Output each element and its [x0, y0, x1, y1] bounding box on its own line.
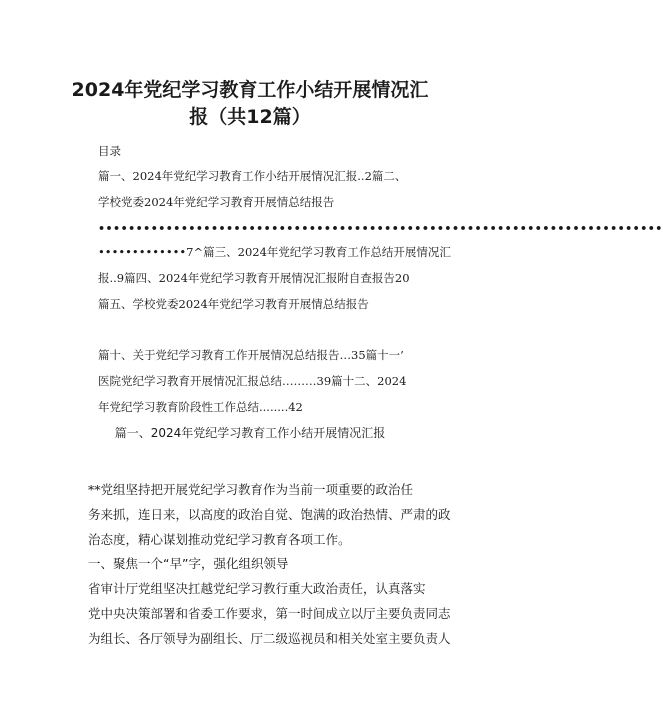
toc-entry: 年党纪学习教育阶段性工作总结........42 — [98, 400, 303, 414]
toc-dot-leader: ••••••••••••••••••••••••••••••••••••••••••••••••••••••••••••••••••••••••••• — [98, 222, 663, 235]
document-title-line-2: 报（共12篇） — [189, 106, 311, 128]
section-title: 篇一、2024年党纪学习教育工作小结开展情况汇报 — [114, 426, 386, 440]
toc-entry: 篇一、2024年党纪学习教育工作小结开展情况汇报..2篇二、 — [98, 169, 407, 183]
paragraph-line: **党组坚持把开展党纪学习教育作为当前一项重要的政治任 — [88, 482, 414, 497]
paragraph-line: 省审计厅党组坚决扛越党纪学习教行重大政治责任，认真落实 — [88, 581, 426, 596]
paragraph-line: 为组长、各厅领导为副组长、厅二级巡视员和相关处室主要负责人 — [88, 631, 451, 646]
paragraph-line: 务来抓，连日来，以高度的政治自觉、饱满的政治热情、严肃的政 — [88, 507, 451, 522]
toc-entry: •••••••••••••7^篇三、2024年党纪学习教育工作总结开展情况汇 — [98, 245, 451, 259]
toc-entry: 报..9篇四、2024年党纪学习教育开展情况汇报附自查报告20 — [98, 271, 410, 285]
toc-entry: 篇五、学校党委2024年党纪学习教育开展情总结报告 — [98, 297, 369, 311]
toc-entry: 医院党纪学习教育开展情况汇报总结………39篇十二、2024 — [98, 374, 407, 388]
section-heading: 一、聚焦一个“早”字，强化组织领导 — [88, 556, 289, 571]
document-title-line-1: 2024年党纪学习教育工作小结开展情况汇 — [71, 79, 429, 101]
toc-label: 目录 — [98, 144, 121, 158]
toc-entry: 学校党委2024年党纪学习教育开展情总结报告 — [98, 195, 335, 209]
paragraph-line: 治态度，精心谋划推动党纪学习教育各项工作。 — [88, 532, 351, 547]
toc-entry: 篇十、关于党纪学习教育工作开展情况总结报告…35篇十一’ — [98, 348, 404, 362]
paragraph-line: 党中央决策部署和省委工作要求，第一时间成立以厅主要负责同志 — [88, 606, 451, 621]
